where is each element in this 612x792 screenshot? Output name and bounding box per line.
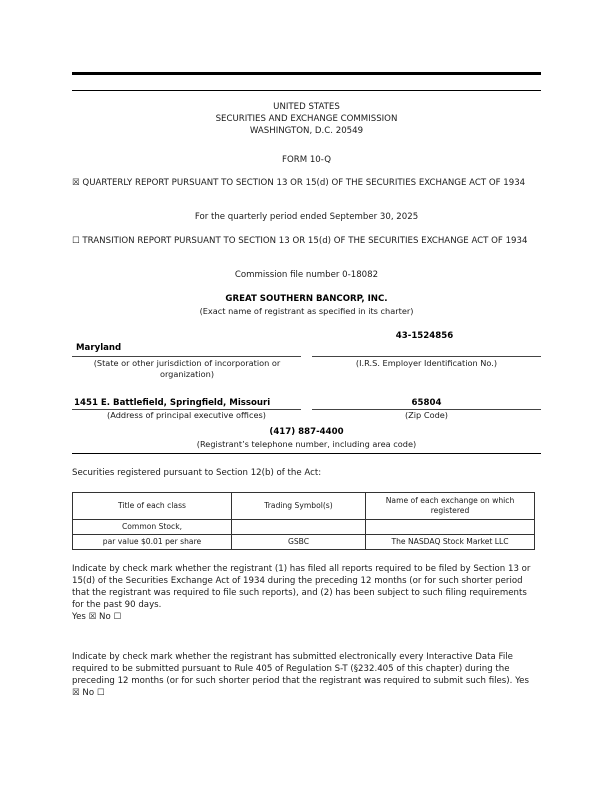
telephone-number: (417) 887-4400 [269, 427, 344, 437]
cell-class-line2: par value $0.01 per share [73, 535, 232, 550]
state-of-incorporation: Maryland [76, 343, 122, 353]
registrant-name: GREAT SOUTHERN BANCORP, INC. [225, 294, 388, 304]
filing-compliance-answer: Yes ☒ No ☐ [72, 612, 122, 622]
zip-code: 65804 [411, 398, 442, 408]
quarterly-period: For the quarterly period ended September 30, 2025 [194, 212, 419, 222]
principal-office-address: 1451 E. Battlefield, Springfield, Missouri [74, 398, 271, 408]
interactive-data-answer: Yes ☒ No ☐ [72, 676, 529, 698]
zip-caption: (Zip Code) [404, 410, 449, 420]
filing-compliance-paragraph [72, 563, 538, 623]
transition-report-checkbox-line: ☐ TRANSITION REPORT PURSUANT TO SECTION 13 OR 15(d) OF THE SECURITIES EXCHANGE ACT OF 1934 [72, 236, 528, 246]
cell-symbol-blank [232, 520, 366, 535]
ein-caption: (I.R.S. Employer Identification No.) [355, 358, 498, 368]
state-caption: (State or other jurisdiction of incorporation or organization) [93, 358, 281, 379]
form-type: FORM 10-Q [282, 155, 331, 165]
ein-underline [312, 356, 541, 357]
registrant-name-caption: (Exact name of registrant as specified in its charter) [199, 306, 414, 316]
table-row [73, 520, 535, 535]
employer-id-number: 43-1524856 [395, 331, 454, 341]
cell-exchange-name: The NASDAQ Stock Market LLC [366, 535, 535, 550]
securities-table [72, 492, 535, 550]
quarterly-report-checkbox-line: ☒ QUARTERLY REPORT PURSUANT TO SECTION 13 OR 15(d) OF THE SECURITIES EXCHANGE ACT OF 1934 [72, 178, 526, 188]
address-caption: (Address of principal executive offices) [107, 410, 266, 420]
table-row [73, 535, 535, 550]
commission-name: SECURITIES AND EXCHANGE COMMISSION [215, 114, 398, 124]
interactive-data-paragraph [72, 651, 538, 699]
state-underline [72, 356, 301, 357]
top-thick-rule [72, 72, 541, 75]
interactive-data-text: Indicate by check mark whether the registrant has submitted electronically every Interactive Data File required to be submitted pursuant to Rule 405 of Regulation S-T (§232.405 of this chapter) during the preceding 12 months (or for such shorter period that the registrant was required to submit such files). [72, 652, 513, 686]
cell-exchange-blank [366, 520, 535, 535]
header-title-of-class: Title of each class [73, 493, 232, 520]
agency-header [72, 101, 541, 137]
filing-compliance-text: Indicate by check mark whether the registrant (1) has filed all reports required to be filed by Section 13 or 15(d) of the Securities Exchange Act of 1934 during the preceding 12 months (or for such shorter period that the registrant was required to file such reports), and (2) has been subject to such filing requirements for the past 90 days. [72, 564, 531, 610]
cell-trading-symbol: GSBC [232, 535, 366, 550]
header-trading-symbol: Trading Symbol(s) [232, 493, 366, 520]
agency-name: UNITED STATES [273, 102, 340, 112]
cell-class-line1: Common Stock, [73, 520, 232, 535]
agency-address: WASHINGTON, D.C. 20549 [249, 126, 364, 136]
telephone-caption: (Registrant’s telephone number, including area code) [196, 439, 417, 449]
header-exchange: Name of each exchange on which registered [366, 493, 535, 520]
commission-file-number: Commission file number 0-18082 [234, 270, 379, 280]
securities-heading: Securities registered pursuant to Section 12(b) of the Act: [72, 468, 322, 478]
section-rule [72, 453, 541, 454]
top-thin-rule [72, 90, 541, 91]
table-header-row [73, 493, 535, 520]
